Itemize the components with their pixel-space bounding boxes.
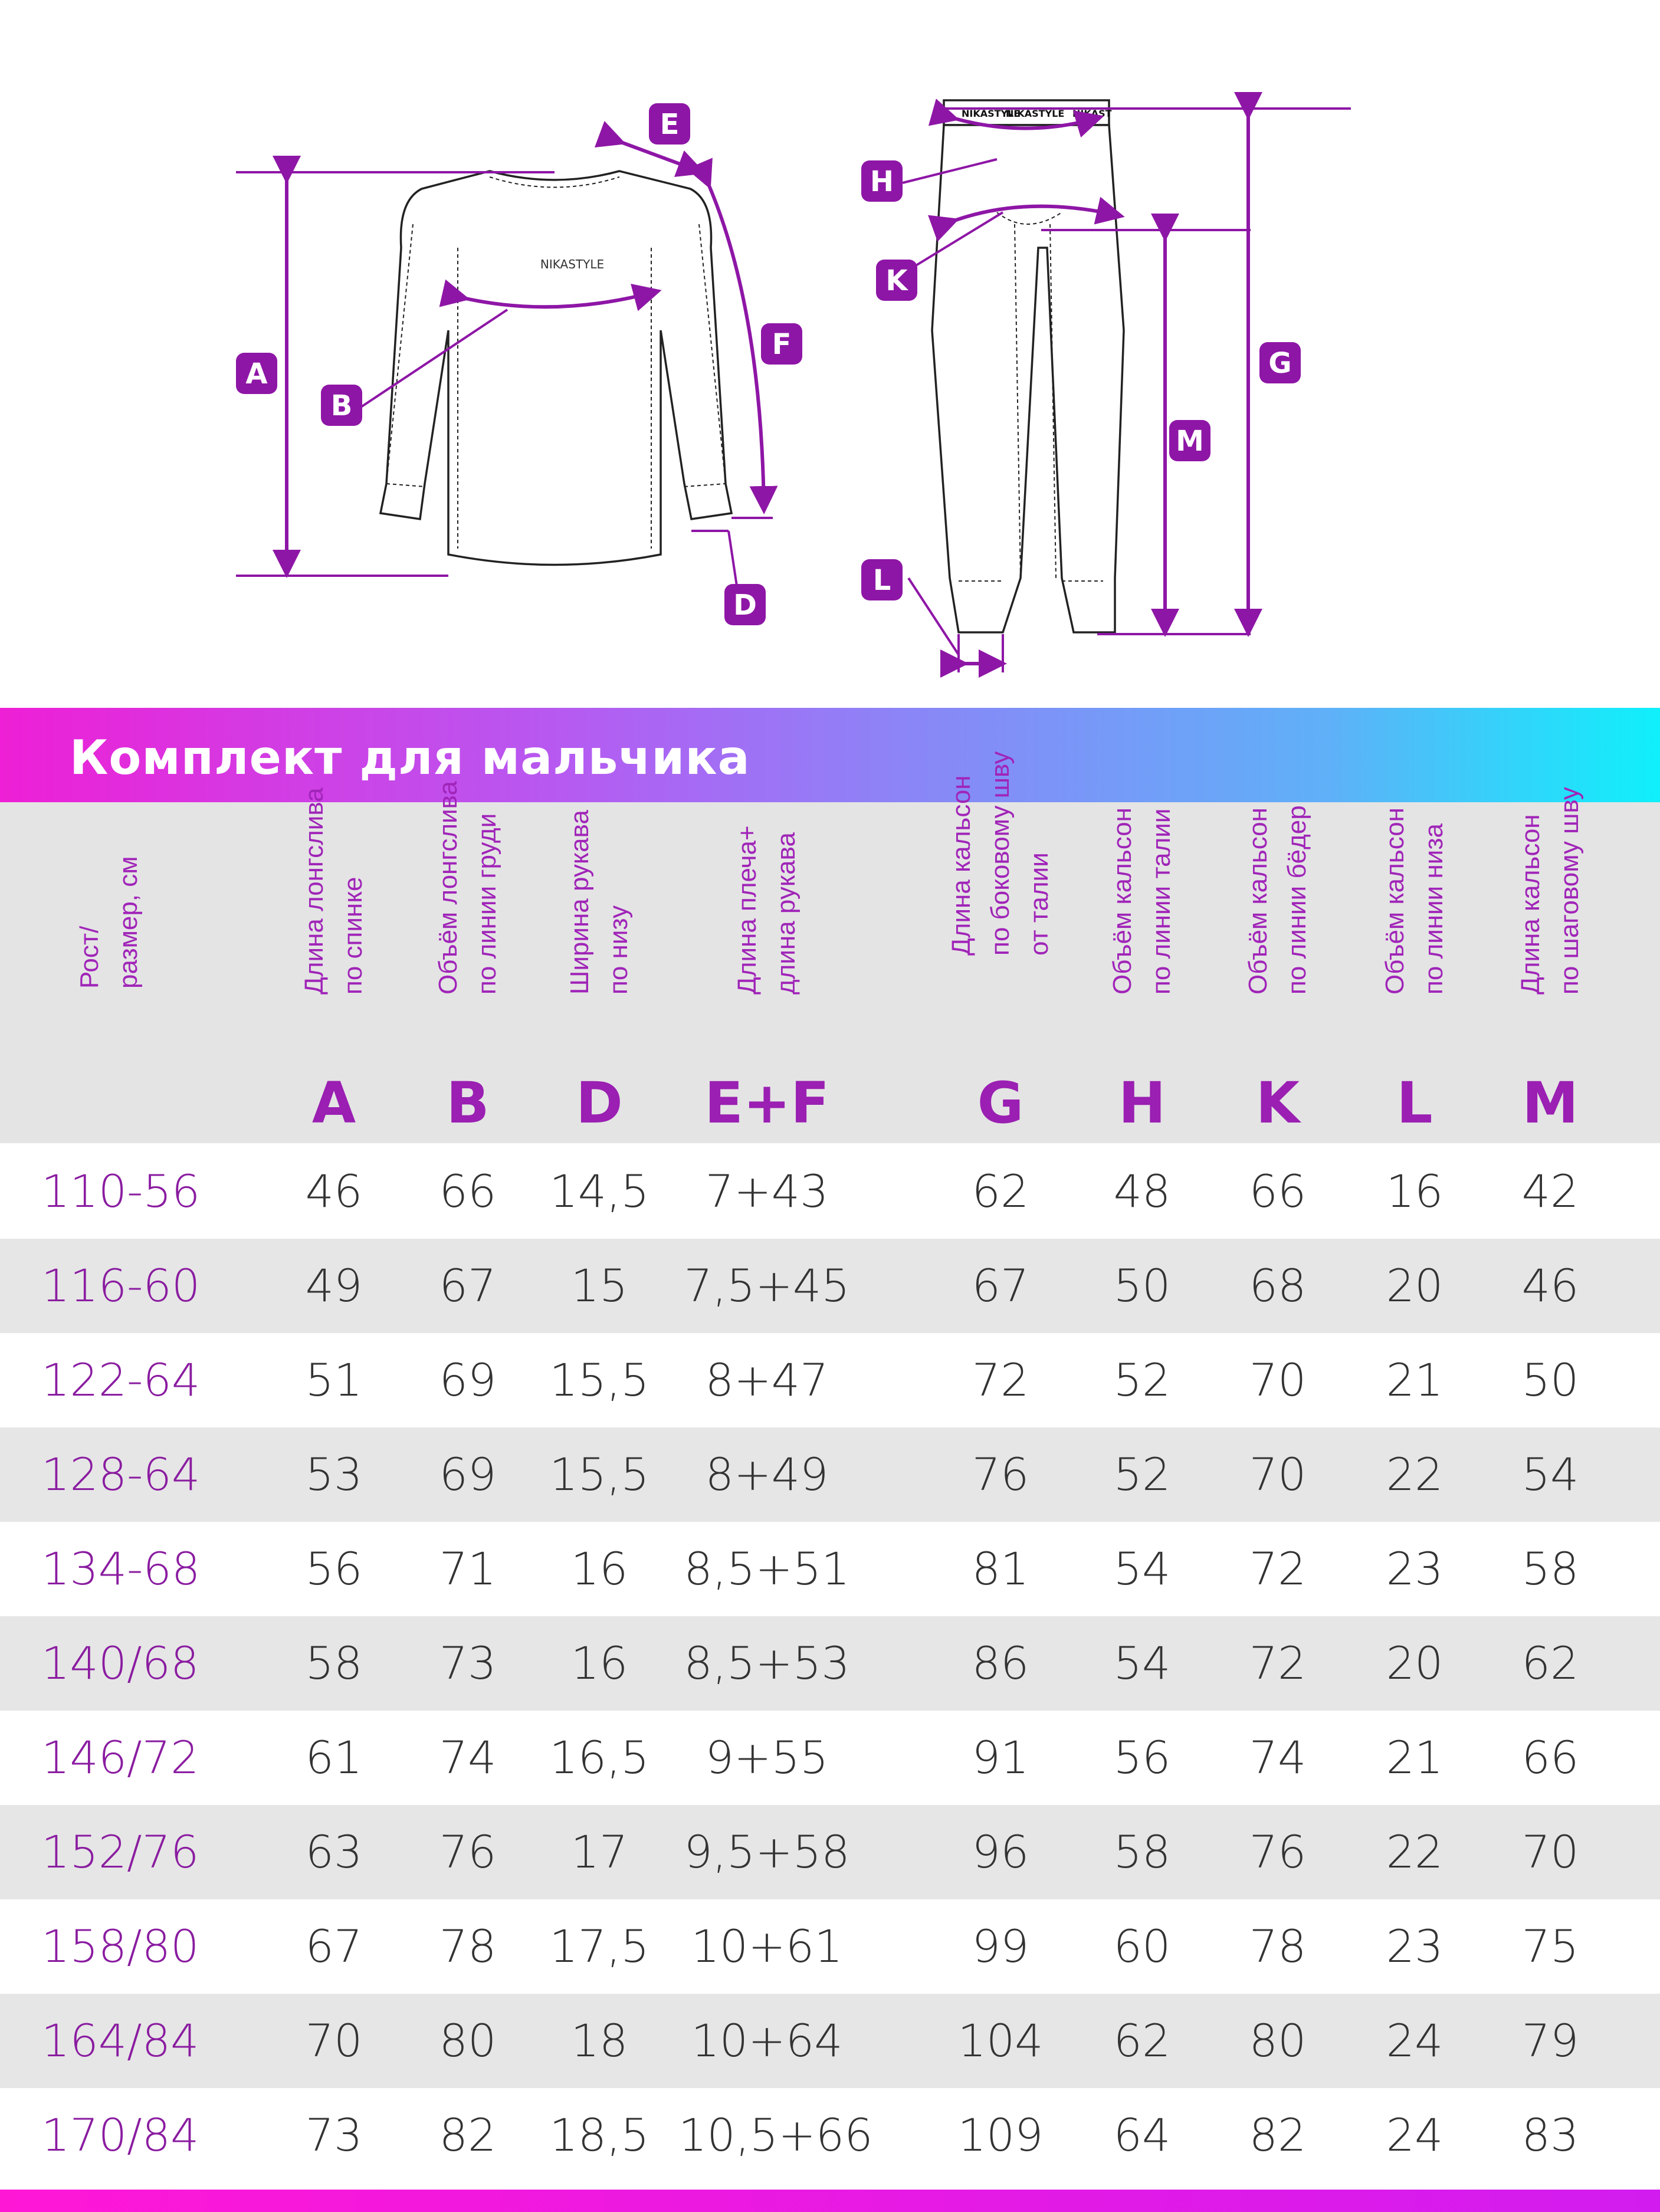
value-cell: 78 — [439, 1920, 497, 1973]
value-cell: 10+64 — [691, 2014, 843, 2067]
label-M — [1169, 420, 1210, 461]
value-cell: 72 — [972, 1354, 1029, 1406]
value-cell: 109 — [957, 2109, 1044, 2161]
value-cell: 62 — [1521, 1637, 1579, 1689]
size-cell: 170/84 — [41, 2109, 199, 2161]
value-cell: 72 — [1249, 1637, 1307, 1689]
value-cell: 74 — [439, 1731, 497, 1784]
value-cell: 24 — [1386, 2014, 1444, 2067]
value-cell: 67 — [305, 1920, 363, 1973]
label-D — [724, 584, 766, 625]
header-col-line: по линии бёдер — [1282, 805, 1311, 995]
size-cell: 146/72 — [41, 1731, 199, 1784]
label-L — [861, 559, 903, 600]
waistband-brand-1: NIKASTYLE — [962, 108, 1021, 119]
bottom-accent-bar — [0, 2190, 1660, 2212]
svg-text:F: F — [772, 328, 792, 361]
value-cell: 63 — [305, 1826, 363, 1878]
value-cell: 79 — [1521, 2014, 1579, 2067]
value-cell: 56 — [305, 1543, 363, 1595]
header-col-letter: K — [1255, 1070, 1300, 1136]
value-cell: 72 — [1249, 1543, 1307, 1595]
value-cell: 64 — [1113, 2109, 1171, 2161]
header-col-line: Длина кальсон — [1516, 814, 1545, 995]
label-E — [649, 103, 690, 145]
value-cell: 73 — [305, 2109, 363, 2161]
size-cell: 116-60 — [41, 1259, 201, 1312]
value-cell: 21 — [1386, 1731, 1444, 1784]
size-cell: 158/80 — [41, 1920, 199, 1973]
header-col-l — [1350, 802, 1479, 1143]
value-cell: 104 — [957, 2014, 1044, 2067]
value-cell: 17,5 — [549, 1920, 649, 1973]
value-cell: 76 — [972, 1448, 1029, 1501]
value-cell: 50 — [1113, 1259, 1171, 1312]
title-banner — [0, 708, 1660, 802]
size-cell: 128-64 — [41, 1448, 201, 1501]
header-col-line: Объём кальсон — [1108, 808, 1137, 995]
header-col-letter: B — [446, 1070, 490, 1136]
header-col-letter: L — [1396, 1070, 1433, 1136]
table-row — [0, 1427, 1660, 1522]
value-cell: 16 — [1386, 1165, 1444, 1217]
size-cell: 152/76 — [41, 1826, 199, 1878]
header-col-g — [936, 751, 1065, 1143]
value-cell: 52 — [1113, 1354, 1171, 1406]
banner-title: Комплект для мальчика — [70, 730, 750, 785]
header-col-m — [1485, 787, 1615, 1143]
header-col-letter: H — [1118, 1070, 1166, 1136]
header-col-letter: D — [576, 1070, 623, 1136]
value-cell: 80 — [1249, 2014, 1307, 2067]
shirt-brand-text: NIKASTYLE — [540, 257, 605, 271]
header-col-line: Объём лонгслива — [434, 780, 462, 995]
waistband-brand-3: NIKAST — [1072, 108, 1112, 119]
value-cell: 22 — [1386, 1448, 1444, 1501]
value-cell: 60 — [1113, 1920, 1171, 1973]
value-cell: 51 — [305, 1354, 363, 1406]
header-size-line-2: размер, см — [114, 856, 143, 989]
value-cell: 82 — [1249, 2109, 1307, 2161]
svg-text:E: E — [660, 108, 680, 141]
header-col-line: по линии талии — [1147, 808, 1176, 995]
value-cell: 10+61 — [691, 1920, 843, 1973]
header-col-d — [534, 802, 664, 1143]
value-cell: 67 — [972, 1259, 1029, 1312]
table-row — [0, 1522, 1660, 1616]
value-cell: 15,5 — [549, 1448, 649, 1501]
table-row — [0, 1805, 1660, 1899]
header-col-line: по линии низа — [1419, 823, 1448, 995]
label-H — [861, 160, 903, 202]
value-cell: 18,5 — [549, 2109, 649, 2161]
size-cell: 122-64 — [41, 1354, 201, 1406]
value-cell: 46 — [305, 1165, 363, 1217]
value-cell: 10,5+66 — [678, 2109, 873, 2161]
header-col-line: Длина плеча+ — [733, 825, 762, 995]
label-K — [876, 260, 917, 301]
longsleeve-drawing — [380, 171, 731, 565]
value-cell: 69 — [439, 1448, 497, 1501]
value-cell: 8,5+51 — [684, 1543, 850, 1595]
value-cell: 75 — [1521, 1920, 1579, 1973]
label-G — [1259, 342, 1301, 383]
value-cell: 70 — [1249, 1354, 1307, 1406]
value-cell: 8,5+53 — [684, 1637, 850, 1689]
header-col-line: Объём кальсон — [1380, 808, 1409, 995]
value-cell: 23 — [1386, 1543, 1444, 1595]
label-A — [236, 353, 277, 394]
header-col-line: по низу — [604, 905, 633, 995]
svg-text:A: A — [245, 357, 268, 390]
value-cell: 42 — [1521, 1165, 1579, 1217]
value-cell: 49 — [305, 1259, 363, 1312]
svg-text:H: H — [870, 165, 894, 198]
value-cell: 76 — [439, 1826, 497, 1878]
value-cell: 21 — [1386, 1354, 1444, 1406]
value-cell: 50 — [1521, 1354, 1579, 1406]
value-cell: 7,5+45 — [684, 1259, 850, 1312]
value-cell: 54 — [1113, 1543, 1171, 1595]
table-row — [0, 1239, 1660, 1333]
value-cell: 62 — [1113, 2014, 1171, 2067]
value-cell: 74 — [1249, 1731, 1307, 1784]
value-cell: 68 — [1249, 1259, 1307, 1312]
header-col-line: по линии груди — [473, 813, 501, 995]
value-cell: 82 — [439, 2109, 497, 2161]
svg-text:D: D — [733, 589, 757, 622]
header-size-line-1: Рост/ — [75, 926, 104, 989]
value-cell: 58 — [305, 1637, 363, 1689]
value-cell: 53 — [305, 1448, 363, 1501]
value-cell: 96 — [972, 1826, 1029, 1878]
header-size — [35, 802, 183, 1143]
value-cell: 61 — [305, 1731, 363, 1784]
value-cell: 66 — [1521, 1731, 1579, 1784]
header-col-line: по боковому шву — [986, 751, 1015, 956]
leggings-drawing — [932, 100, 1124, 632]
value-cell: 17 — [570, 1826, 628, 1878]
table-row — [0, 2088, 1660, 2183]
size-cell: 110-56 — [41, 1165, 201, 1217]
value-cell: 14,5 — [549, 1165, 649, 1217]
value-cell: 9,5+58 — [684, 1826, 850, 1878]
value-cell: 20 — [1386, 1259, 1444, 1312]
label-F — [761, 323, 802, 365]
value-cell: 66 — [439, 1165, 497, 1217]
header-col-line: по шаговому шву — [1555, 787, 1584, 995]
size-cell: 140/68 — [41, 1637, 199, 1689]
value-cell: 54 — [1113, 1637, 1171, 1689]
size-cell: 164/84 — [41, 2014, 199, 2067]
value-cell: 18 — [570, 2014, 628, 2067]
size-cell: 134-68 — [41, 1543, 201, 1595]
value-cell: 70 — [1521, 1826, 1579, 1878]
table-row — [0, 1711, 1660, 1805]
header-col-line: Длина кальсон — [947, 775, 976, 956]
value-cell: 8+49 — [705, 1448, 829, 1501]
value-cell: 8+47 — [705, 1354, 829, 1406]
header-col-a — [269, 787, 399, 1143]
header-col-letter: M — [1522, 1070, 1579, 1136]
size-diagram — [0, 0, 1660, 708]
value-cell: 20 — [1386, 1637, 1444, 1689]
value-cell: 15 — [570, 1259, 628, 1312]
header-col-line: Объём кальсон — [1244, 808, 1272, 995]
svg-text:L: L — [872, 564, 891, 597]
value-cell: 7+43 — [705, 1165, 829, 1217]
value-cell: 86 — [972, 1637, 1029, 1689]
header-col-b — [403, 780, 533, 1143]
value-cell: 81 — [972, 1543, 1029, 1595]
value-cell: 91 — [972, 1731, 1029, 1784]
value-cell: 48 — [1113, 1165, 1171, 1217]
value-cell: 80 — [439, 2014, 497, 2067]
table-row — [0, 1994, 1660, 2088]
header-col-line: Ширина рукава — [565, 810, 594, 995]
value-cell: 16,5 — [549, 1731, 649, 1784]
value-cell: 54 — [1521, 1448, 1579, 1501]
header-col-letter: G — [977, 1070, 1024, 1136]
table-row — [0, 1899, 1660, 1994]
value-cell: 46 — [1521, 1259, 1579, 1312]
value-cell: 9+55 — [705, 1731, 829, 1784]
value-cell: 16 — [570, 1637, 628, 1689]
header-col-e-f — [702, 802, 832, 1143]
svg-text:M: M — [1176, 425, 1204, 458]
value-cell: 73 — [439, 1637, 497, 1689]
value-cell: 69 — [439, 1354, 497, 1406]
svg-text:G: G — [1268, 347, 1292, 380]
value-cell: 78 — [1249, 1920, 1307, 1973]
value-cell: 66 — [1249, 1165, 1307, 1217]
header-col-line: от талии — [1025, 852, 1054, 956]
value-cell: 52 — [1113, 1448, 1171, 1501]
value-cell: 58 — [1521, 1543, 1579, 1595]
value-cell: 62 — [972, 1165, 1029, 1217]
value-cell: 67 — [439, 1259, 497, 1312]
header-col-letter: A — [311, 1070, 356, 1136]
header-col-k — [1213, 802, 1343, 1143]
header-col-line: длина рукава — [772, 832, 801, 995]
header-col-letter: E+F — [704, 1070, 829, 1136]
value-cell: 23 — [1386, 1920, 1444, 1973]
header-col-h — [1077, 802, 1207, 1143]
value-cell: 58 — [1113, 1826, 1171, 1878]
value-cell: 15,5 — [549, 1354, 649, 1406]
value-cell: 70 — [305, 2014, 363, 2067]
header-col-line: Длина лонгслива — [300, 787, 329, 995]
value-cell: 99 — [972, 1920, 1029, 1973]
table-row — [0, 1333, 1660, 1427]
value-cell: 76 — [1249, 1826, 1307, 1878]
value-cell: 71 — [439, 1543, 497, 1595]
svg-text:K: K — [885, 264, 908, 297]
value-cell: 56 — [1113, 1731, 1171, 1784]
value-cell: 70 — [1249, 1448, 1307, 1501]
header-col-line: по спинке — [339, 877, 368, 995]
table-row — [0, 1144, 1660, 1239]
value-cell: 24 — [1386, 2109, 1444, 2161]
label-B — [321, 385, 362, 426]
waistband-brand-2: NIKASTYLE — [1006, 108, 1065, 119]
value-cell: 22 — [1386, 1826, 1444, 1878]
value-cell: 16 — [570, 1543, 628, 1595]
svg-text:B: B — [330, 389, 353, 422]
table-row — [0, 1616, 1660, 1711]
value-cell: 83 — [1521, 2109, 1579, 2161]
